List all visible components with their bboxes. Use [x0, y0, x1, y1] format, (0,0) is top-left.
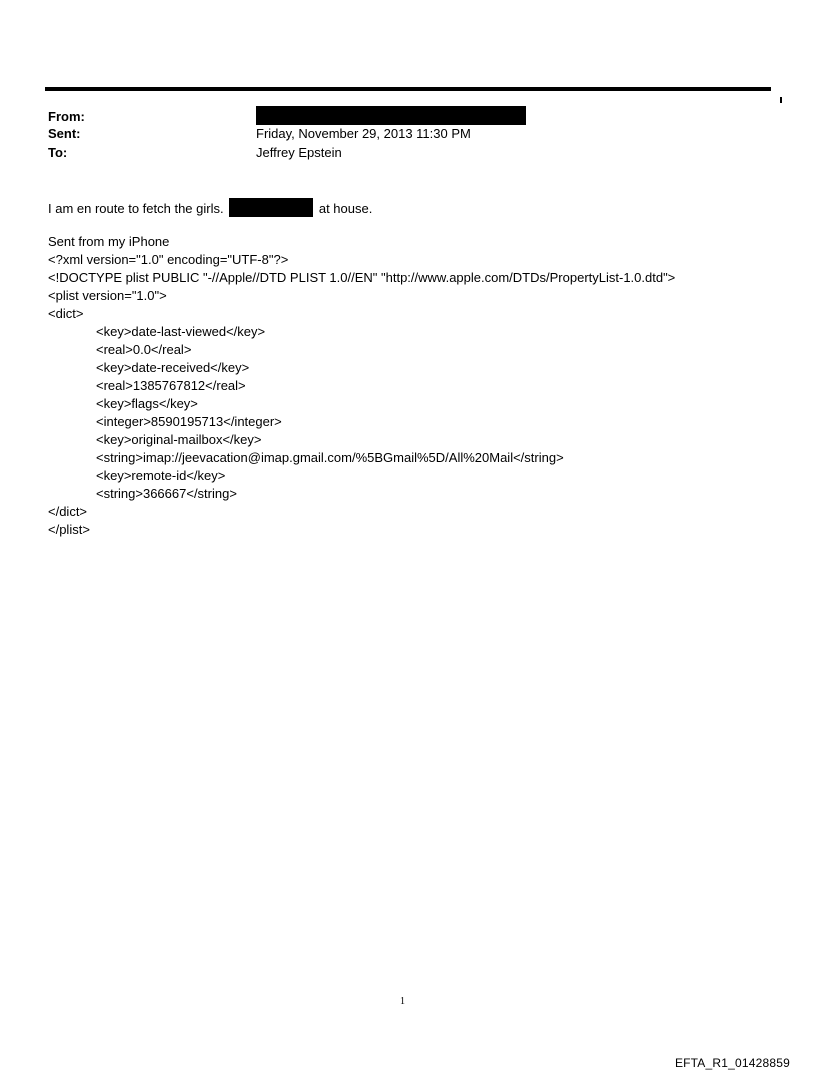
- xml-block: [48, 233, 675, 539]
- message-text-after: at house.: [318, 201, 373, 216]
- sent-value: Friday, November 29, 2013 11:30 PM: [256, 126, 471, 141]
- xml-declaration: <?xml version="1.0" encoding="UTF-8"?>: [48, 252, 289, 267]
- name-redaction: [229, 198, 313, 217]
- xml-line: <real>1385767812</real>: [96, 378, 246, 393]
- xml-line: <string>366667</string>: [96, 486, 237, 501]
- from-label: From:: [48, 109, 85, 124]
- xml-plist-open: <plist version="1.0">: [48, 288, 167, 303]
- xml-line: <key>date-last-viewed</key>: [96, 324, 266, 339]
- xml-plist-close: </plist>: [48, 522, 90, 537]
- header-rule: [45, 87, 771, 91]
- xml-line: <real>0.0</real>: [96, 342, 192, 357]
- xml-line: <key>date-received</key>: [96, 360, 250, 375]
- to-value: Jeffrey Epstein: [256, 145, 342, 160]
- xml-line: <string>imap://jeevacation@imap.gmail.com/%5BGmail%5D/All%20Mail</string>: [96, 450, 564, 465]
- sent-label: Sent:: [48, 126, 81, 141]
- xml-dict-open: <dict>: [48, 306, 84, 321]
- xml-doctype: <!DOCTYPE plist PUBLIC "-//Apple//DTD PLIST 1.0//EN" "http://www.apple.com/DTDs/PropertyList-1.0.dtd">: [48, 270, 676, 285]
- message-text-before: I am en route to fetch the girls.: [48, 201, 224, 216]
- xml-line: <key>remote-id</key>: [96, 468, 226, 483]
- xml-line: <key>original-mailbox</key>: [96, 432, 262, 447]
- xml-line: <integer>8590195713</integer>: [96, 414, 282, 429]
- to-label: To:: [48, 145, 68, 160]
- message-body: [48, 198, 372, 218]
- xml-dict-close: </dict>: [48, 504, 88, 519]
- edge-mark: [780, 97, 782, 103]
- bates-number: EFTA_R1_01428859: [674, 1056, 790, 1070]
- page-number: 1: [400, 996, 405, 1007]
- signature: Sent from my iPhone: [48, 234, 170, 249]
- xml-line: <key>flags</key>: [96, 396, 198, 411]
